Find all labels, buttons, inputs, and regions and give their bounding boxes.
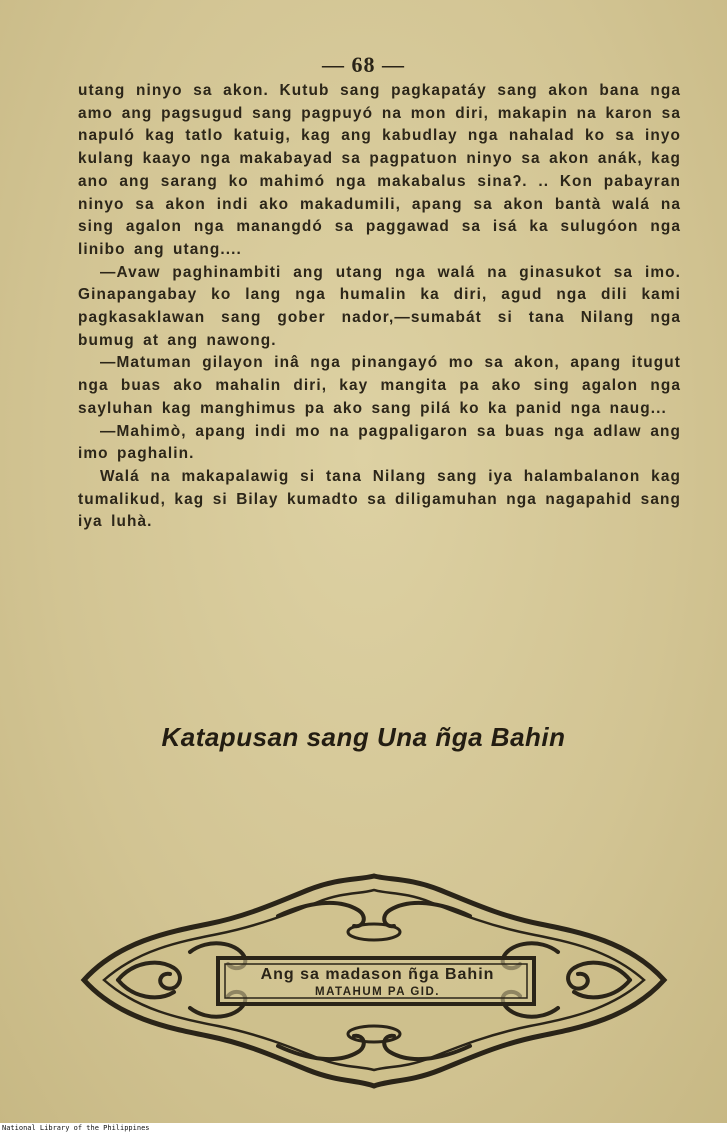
ornament-caption [219, 965, 536, 999]
page-number: — 68 — [322, 52, 405, 77]
paragraph: —Avaw paghinambiti ang utang nga walá na ginasukot sa imo. Ginapangabay ko lang nga humalin ka diri, agud nga dili kami pagkasaklawan sang gober nador,—sumabát si tana Nilang nga bumug at ang nawong. [78, 263, 681, 349]
ornament-line-1: Ang sa madason ñga Bahin [260, 966, 495, 983]
paragraph: Walá na makapalawig si tana Nilang sang iya halambalanon kag tumalikud, kag si Bilay kumadto sa diligamuhan nga nagapahid sang iya luhà. [78, 467, 681, 531]
paragraph: —Mahimò, apang indi mo na pagpaligaron sa buas nga adlaw ang imo paghalin. [78, 422, 681, 463]
closing-title: Katapusan sang Una ñga Bahin [161, 722, 566, 752]
ornament-line-2: MATAHUM PA GID. [315, 986, 440, 998]
footer-credit: National Library of the Philippines [0, 1123, 727, 1133]
body-text [78, 80, 681, 534]
paragraph: utang ninyo sa akon. Kutub sang pagkapatáy sang akon bana nga amo ang pagsugud sang pagpuyó na mon diri, makapin na karon sa napuló kag tatlo katuig, kag ang kabudlay nga nahalad ko sa inyo kulang kaayo nga makabayad sa pagpatuon ninyo sa akon anák, kag ano ang sarang ko mahimó nga makabalus sinaʔ. .. Kon pabayran ninyo sa akon indi ako makadumili, apang sa akon bantà walá na sing agalon nga manangdó sa paggawad sa isá ka sulugóon nga linibo ang utang.... [78, 82, 681, 258]
paragraph: —Matuman gilayon inâ nga pinangayó mo sa akon, apang itugut nga buas ako mahalin diri, kay mangita pa ako sing agalon nga sayluhan kag manghimus pa ako sang pilá ko ka panid nga naug... [78, 354, 681, 417]
